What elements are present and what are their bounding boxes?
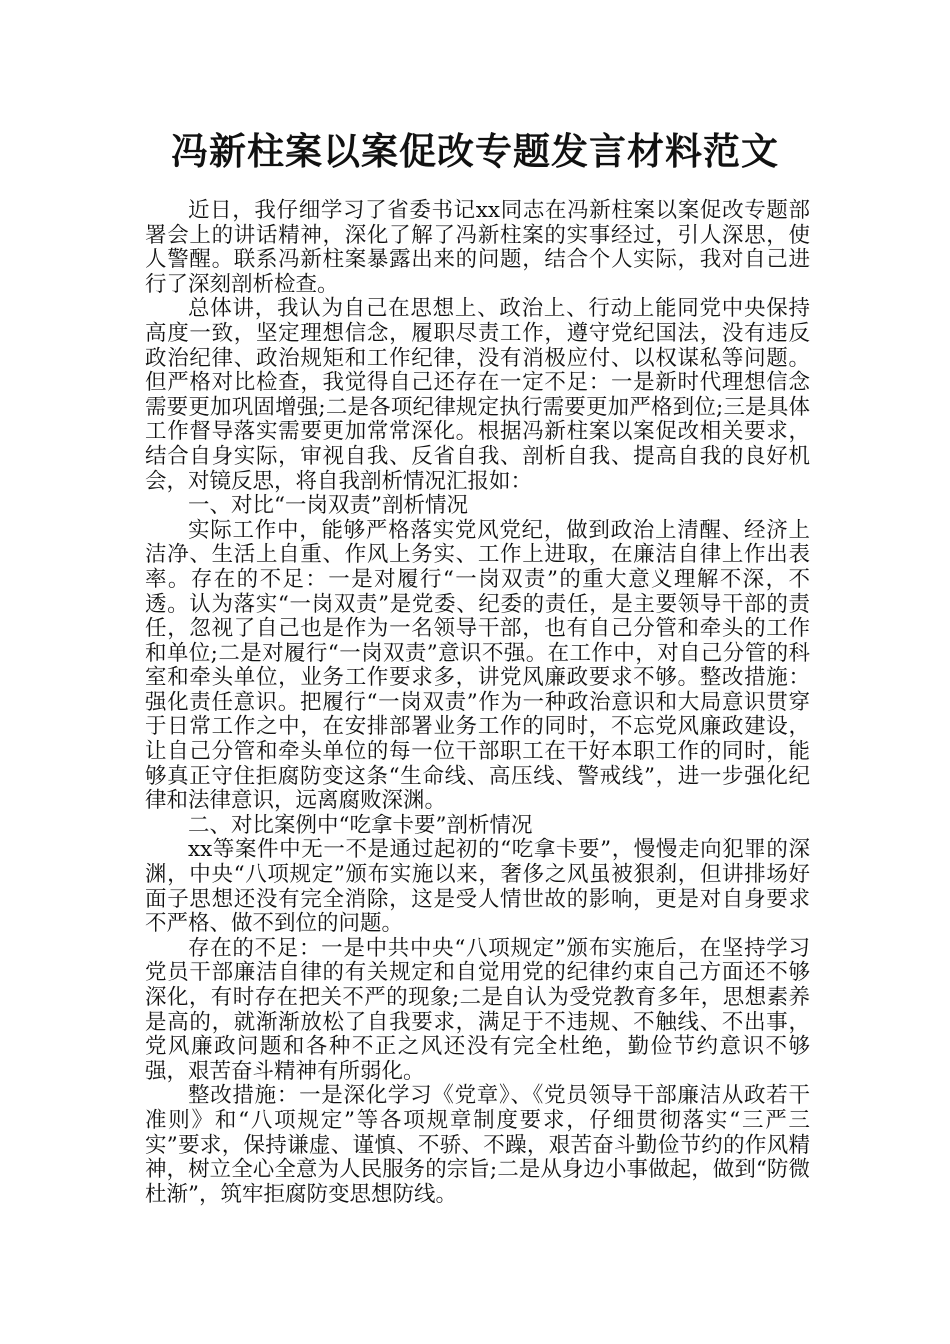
section-heading-2: 二、对比案例中“吃拿卡要”剖析情况	[188, 812, 533, 838]
paragraph-section-1: 实际工作中，能够严格落实党风党纪，做到政治上清醒、经济上洁净、生活上自重、作风上务实、工作上进取，在廉洁自律上作出表率。存在的不足：一是对履行“一岗双责”的重大意义理解不深，不透。认为落实“一岗双责”是党委、纪委的责任，是主要领导干部的责任，忽视了自己也是作为一名领导干部，也有自己分管和牵头的工作和单位;二是对履行“一岗双责”意识不强。在工作中，对自己分管的科室和牵头单位，业务工作要求多，讲党风廉政要求不够。整改措施：强化责任意识。把履行“一岗双责”作为一种政治意识和大局意识贯穿于日常工作之中，在安排部署业务工作的同时，不忘党风廉政建设，让自己分管和牵头单位的每一位干部职工在干好本职工作的同时，能够真正守住拒腐防变这条“生命线、高压线、警戒线”，进一步强化纪律和法律意识，远离腐败深渊。	[145, 517, 810, 814]
paragraph-section-2c: 整改措施：一是深化学习《党章》、《党员领导干部廉洁从政若干准则》和“八项规定”等各项规章制度要求，仔细贯彻落实“三严三实”要求，保持谦虚、谨慎、不骄、不躁，艰苦奋斗勤俭节约的作风精神，树立全心全意为人民服务的宗旨;二是从身边小事做起，做到“防微杜渐”，筑牢拒腐防变思想防线。	[145, 1083, 810, 1207]
paragraph-section-2a: xx等案件中无一不是通过起初的“吃拿卡要”，慢慢走向犯罪的深渊，中央“八项规定”颁布实施以来，奢侈之风虽被狠刹，但讲排场好面子思想还没有完全消除，这是受人情世故的影响，更是对自身要求不严格、做不到位的问题。	[145, 837, 810, 937]
document-title: 冯新柱案以案促改专题发言材料范文	[171, 130, 779, 173]
paragraph-intro: 近日，我仔细学习了省委书记xx同志在冯新柱案以案促改专题部署会上的讲话精神，深化了解了冯新柱案的实事经过，引人深思，使人警醒。联系冯新柱案暴露出来的问题，结合个人实际，我对自己进行了深刻剖析检查。	[145, 198, 810, 297]
paragraph-section-2b: 存在的不足：一是中共中央“八项规定”颁布实施后，在坚持学习党员干部廉洁自律的有关规定和自觉用党的纪律约束自己方面还不够深化，有时存在把关不严的现象;二是自认为受党教育多年，思想素养是高的，就渐渐放松了自我要求，满足于不违规、不触线、不出事，党风廉政问题和各种不正之风还没有完全杜绝，勤俭节约意识不够强，艰苦奋斗精神有所弱化。	[145, 935, 810, 1084]
paragraph-overview: 总体讲，我认为自己在思想上、政治上、行动上能同党中央保持高度一致，坚定理想信念，履职尽责工作，遵守党纪国法，没有违反政治纪律、政治规矩和工作纪律，没有消极应付、以权谋私等问题。但严格对比检查，我觉得自己还存在一定不足：一是新时代理想信念需要更加巩固增强;二是各项纪律规定执行需要更加严格到位;三是具体工作督导落实需要更加常常深化。根据冯新柱案以案促改相关要求，结合自身实际，审视自我、反省自我、剖析自我、提高自我的良好机会，对镜反思，将自我剖析情况汇报如：	[145, 296, 810, 494]
document-body	[145, 199, 810, 1207]
section-heading-1: 一、对比“一岗双责”剖析情况	[188, 493, 468, 519]
